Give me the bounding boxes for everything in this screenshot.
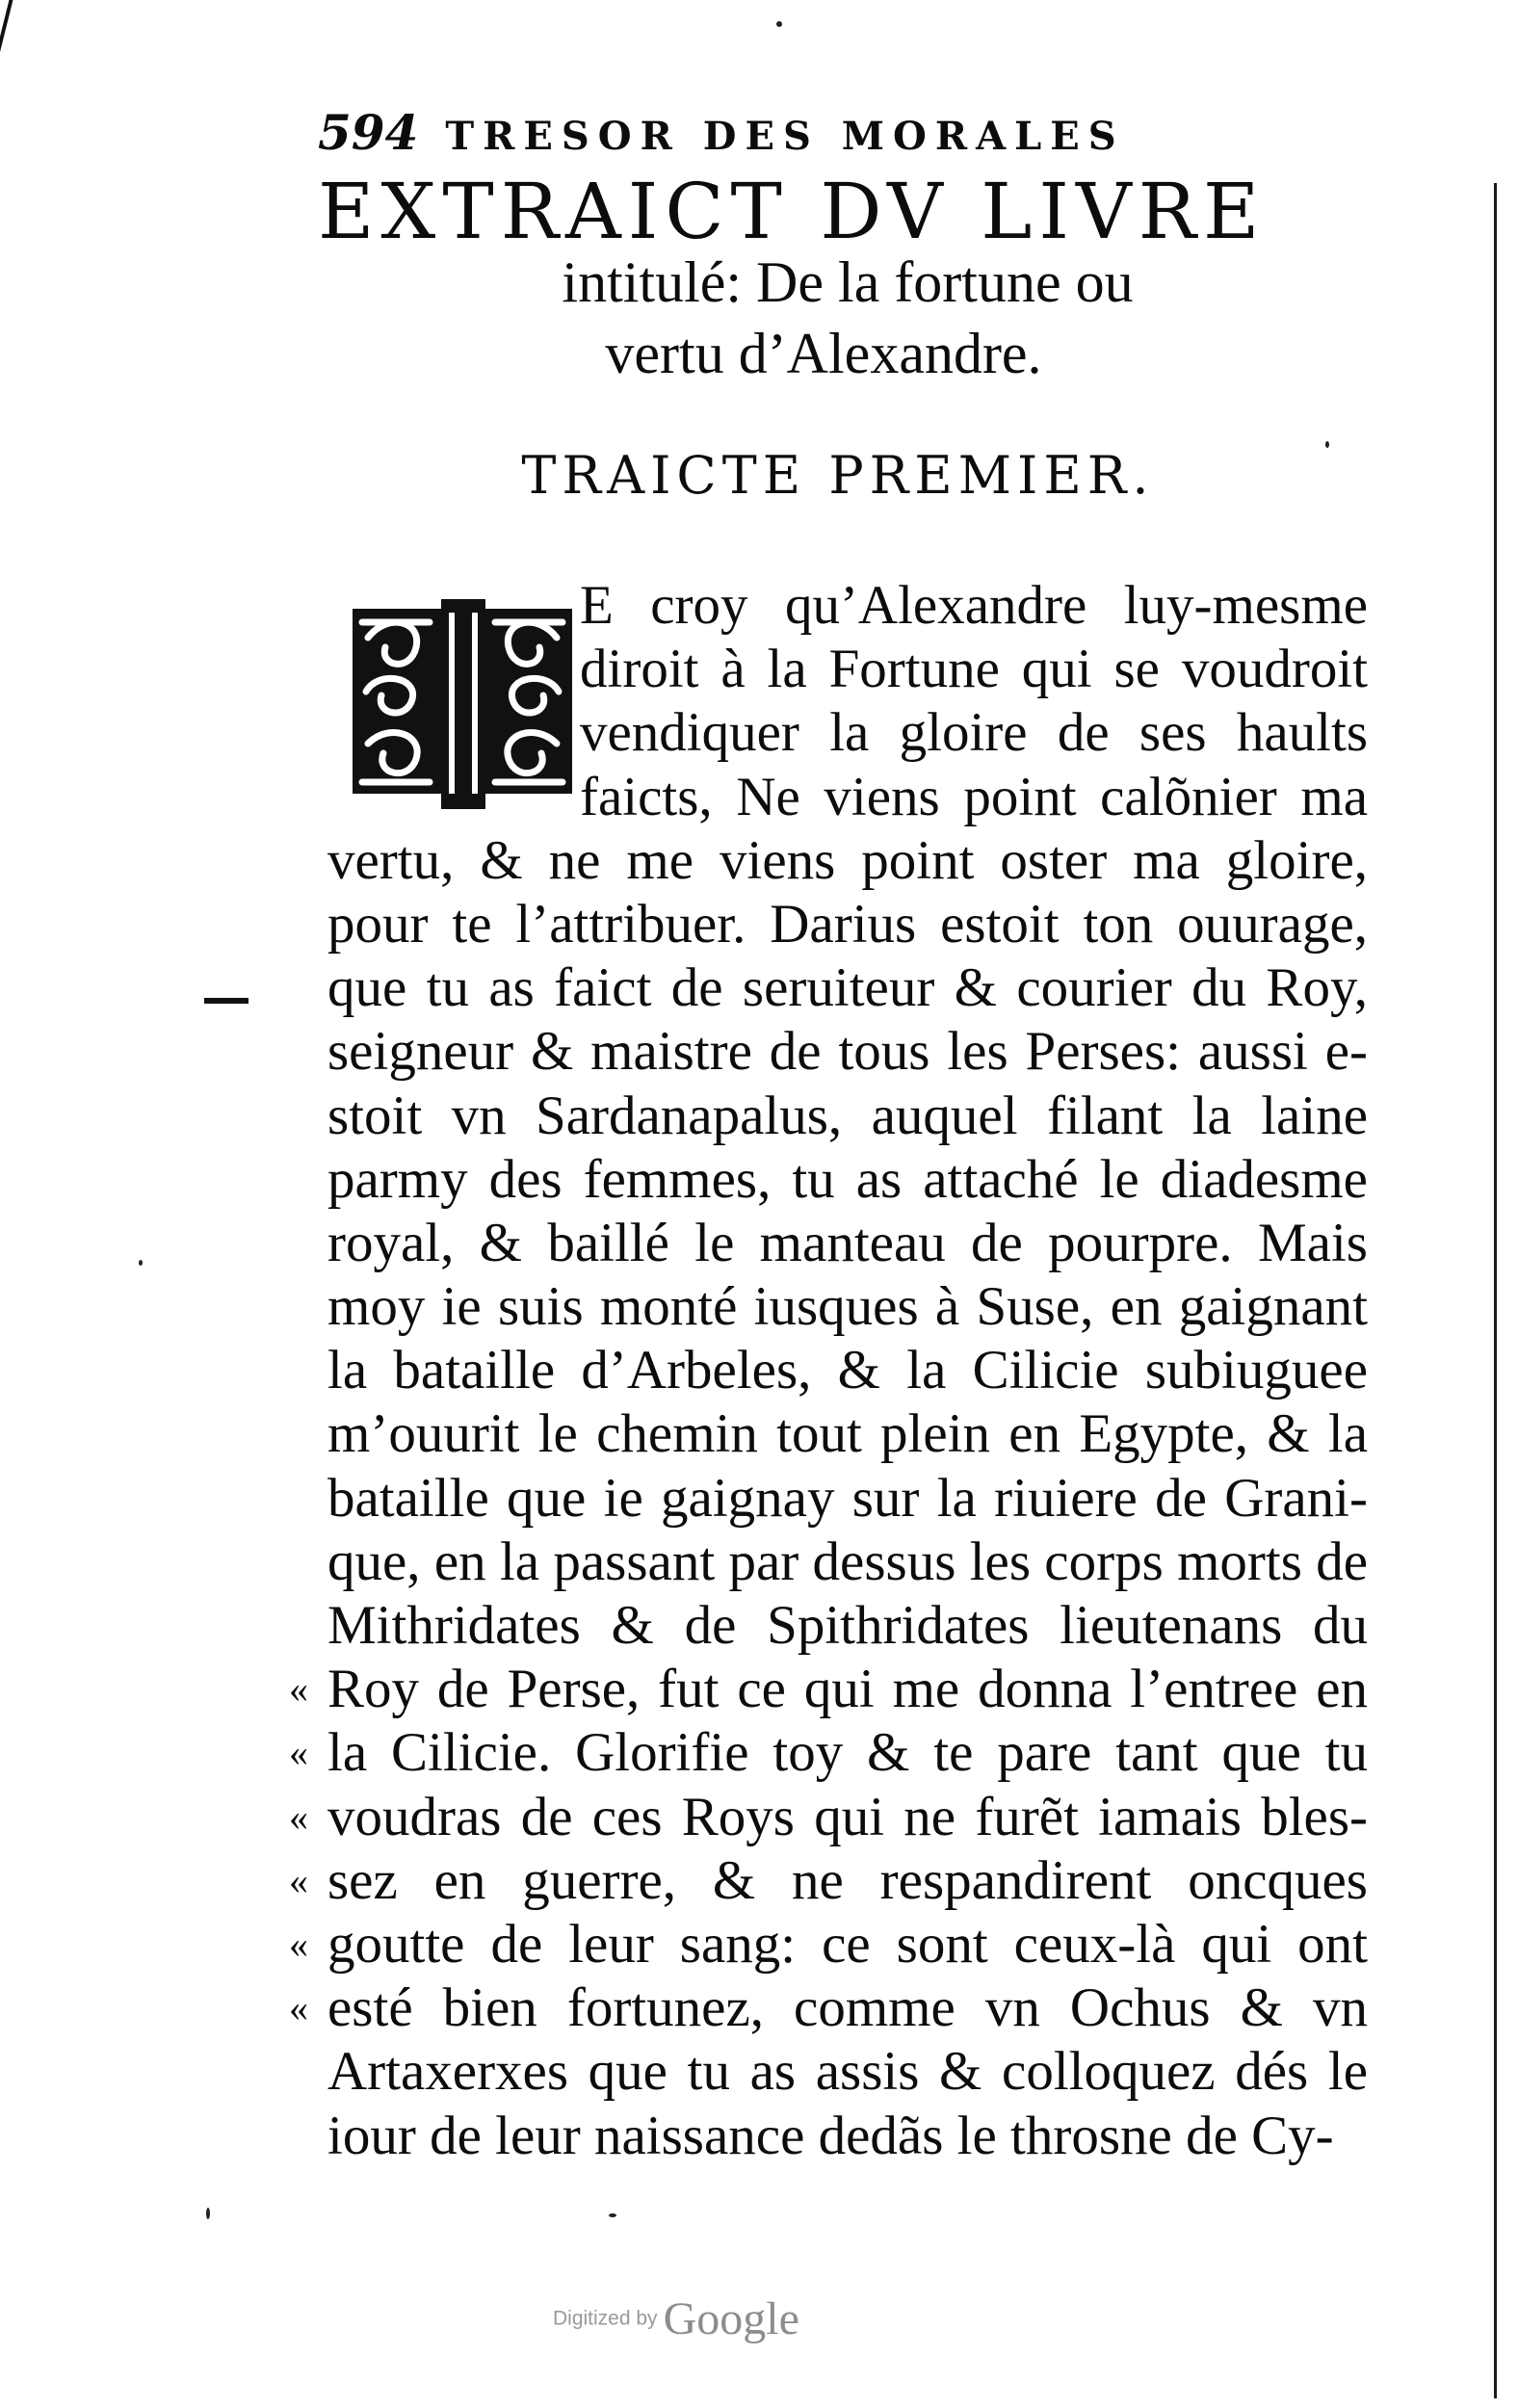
text-line: « la Cilicie. Glorifie toy & te pare tant que tu bbox=[289, 1722, 1368, 1784]
text-line: E croy qu’Alexandre luy-mesme bbox=[580, 575, 1368, 636]
text-line: seigneur & maistre de tous les Perses: aussi e- bbox=[327, 1021, 1368, 1083]
quotation-mark: « bbox=[289, 1731, 308, 1775]
text-line: diroit à la Fortune qui se voudroit bbox=[580, 639, 1368, 700]
text-line: pour te l’attribuer. Darius estoit ton ouurage, bbox=[327, 893, 1368, 955]
quotation-mark: « bbox=[289, 1922, 308, 1966]
text-line: iour de leur naissance dedãs le throsne de Cy- bbox=[327, 2105, 1334, 2166]
text-line: « esté bien fortunez, comme vn Ochus & vn bbox=[289, 1977, 1368, 2039]
running-title: TRESOR DES MORALES bbox=[445, 114, 1125, 159]
text-line: faicts, Ne viens point calõnier ma bbox=[580, 766, 1368, 827]
body-text bbox=[289, 574, 1368, 2168]
watermark-prefix: Digitized by bbox=[553, 2307, 658, 2330]
text-line: « sez en guerre, & ne respandirent oncques bbox=[289, 1849, 1368, 1911]
text-line: que tu as faict de seruiteur & courier du Roy, bbox=[327, 957, 1368, 1019]
ink-speck bbox=[206, 2208, 210, 2219]
ink-speck bbox=[609, 2213, 616, 2217]
ink-speck bbox=[139, 1260, 143, 1266]
digitization-watermark bbox=[553, 2292, 957, 2346]
text-line: la bataille d’Arbeles, & la Cilicie subiuguee bbox=[327, 1340, 1368, 1401]
running-head bbox=[318, 104, 1204, 162]
text-line: vertu, & ne me viens point oster ma gloire, bbox=[327, 829, 1368, 891]
chapter-title-line-3: vertu d’Alexandre. bbox=[605, 322, 1042, 385]
text-line: stoit vn Sardanapalus, auquel filant la laine bbox=[327, 1085, 1368, 1146]
quotation-mark: « bbox=[289, 1794, 308, 1839]
quotation-mark: « bbox=[289, 1986, 308, 2030]
ink-speck bbox=[776, 21, 782, 27]
text-line: « voudras de ces Roys qui ne furẽt iamais bles- bbox=[289, 1786, 1368, 1847]
quotation-mark: « bbox=[289, 1858, 308, 1902]
chapter-title-line-1: EXTRAICT DV LIVRE bbox=[318, 167, 1267, 256]
text-line: « Roy de Perse, fut ce qui me donna l’entree en bbox=[289, 1659, 1368, 1720]
section-heading: TRAICTE PREMIER. bbox=[521, 445, 1155, 506]
watermark-brand: Google bbox=[663, 2293, 799, 2344]
text-line: Artaxerxes que tu as assis & colloquez dés le bbox=[327, 2041, 1368, 2103]
text-line: royal, & baillé le manteau de pourpre. Mais bbox=[327, 1212, 1368, 1273]
text-line: Mithridates & de Spithridates lieutenans du bbox=[327, 1595, 1368, 1656]
chapter-title-line-2: intitulé: De la fortune ou bbox=[562, 250, 1134, 314]
text-line: m’ouurit le chemin tout plein en Egypte, & la bbox=[327, 1403, 1368, 1465]
margin-dash bbox=[204, 998, 249, 1004]
text-line: moy ie suis monté iusques à Suse, en gaignant bbox=[327, 1276, 1368, 1338]
text-line: parmy des femmes, tu as attaché le diadesme bbox=[327, 1148, 1368, 1210]
page-edge-shadow bbox=[1494, 183, 1497, 2398]
text-line: bataille que ie gaignay sur la riuiere de Grani- bbox=[327, 1467, 1368, 1529]
ink-speck bbox=[1325, 441, 1329, 448]
quotation-mark: « bbox=[289, 1667, 308, 1712]
page-number: 594 bbox=[318, 104, 419, 161]
text-line: « goutte de leur sang: ce sont ceux-là qui ont bbox=[289, 1913, 1368, 1975]
text-line: vendiquer la gloire de ses haults bbox=[580, 702, 1368, 764]
text-line: que, en la passant par dessus les corps morts de bbox=[327, 1531, 1368, 1592]
page-edge-mark bbox=[0, 0, 22, 58]
